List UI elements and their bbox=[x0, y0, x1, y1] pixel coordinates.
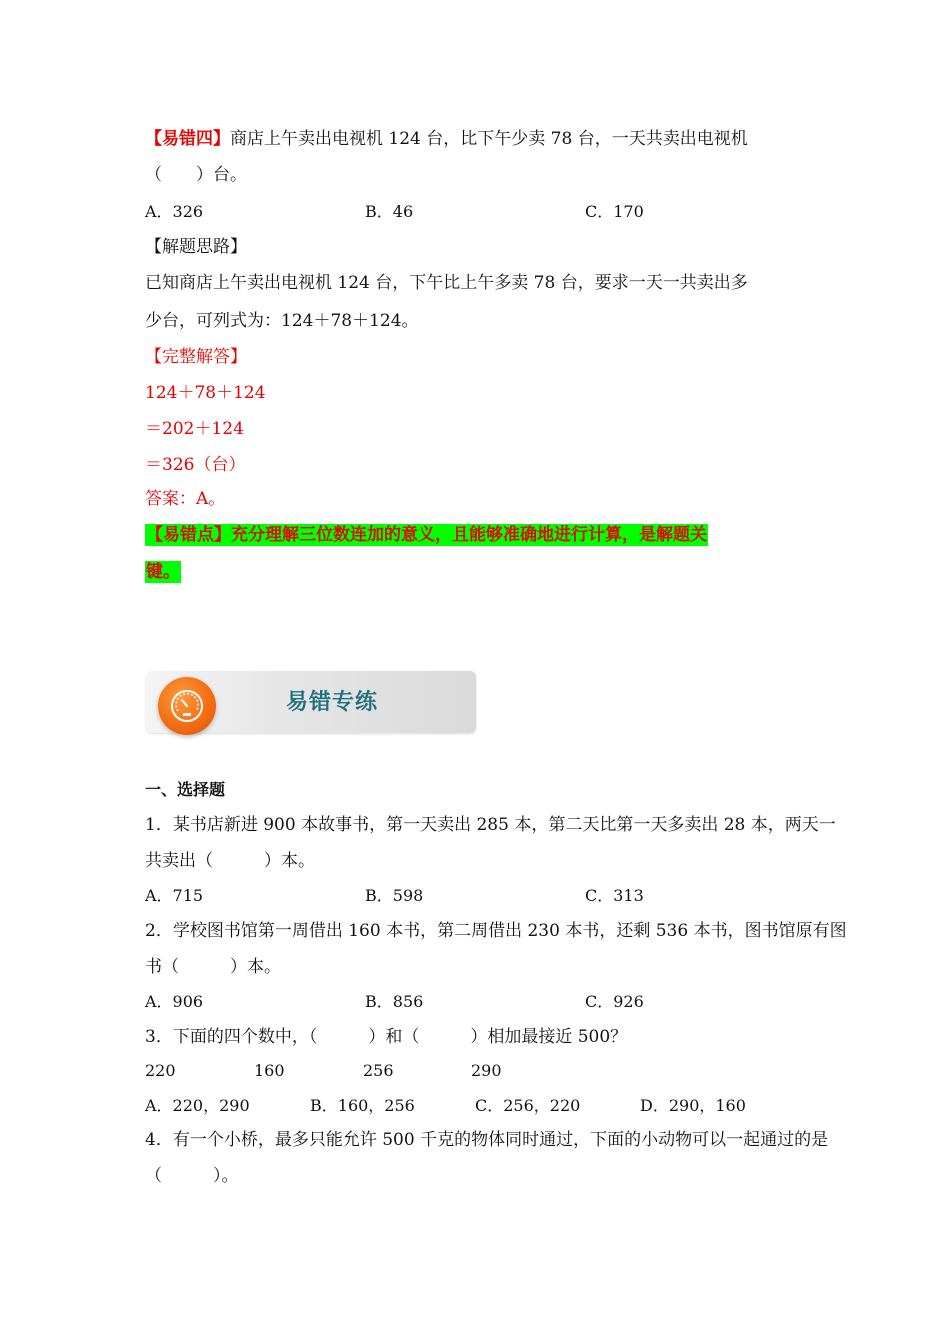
q3-option-d: D．290，160 bbox=[640, 1096, 746, 1115]
q3-number-1: 220 bbox=[145, 1061, 176, 1080]
q3-option-c: C．256，220 bbox=[475, 1096, 581, 1115]
q2-option-a: A．906 bbox=[145, 992, 204, 1011]
q3-option-b: B．160，256 bbox=[310, 1096, 415, 1115]
q2-option-b: B．856 bbox=[365, 992, 424, 1011]
solution-step-2: ＝202＋124 bbox=[145, 419, 244, 439]
q3-number-4: 290 bbox=[471, 1061, 502, 1080]
question-2-line2: 书（ ）本。 bbox=[145, 957, 281, 977]
option-a: A．326 bbox=[145, 202, 204, 221]
key-point-line1 bbox=[145, 524, 708, 546]
banner-title: 易错专练 bbox=[286, 690, 379, 715]
solution-heading: 【完整解答】 bbox=[145, 347, 247, 367]
question-4-line1: 4．有一个小桥，最多只能允许 500 千克的物体同时通过，下面的小动物可以一起通过的是 bbox=[145, 1130, 829, 1150]
section-banner bbox=[146, 671, 476, 733]
q1-option-c: C．313 bbox=[585, 886, 644, 905]
solution-step-1: 124＋78＋124 bbox=[145, 383, 266, 403]
problem-stem-line2: （ ）台。 bbox=[145, 165, 247, 185]
key-point-line2 bbox=[145, 561, 181, 583]
question-4-line2: （ ）。 bbox=[145, 1166, 239, 1186]
question-2-line1: 2．学校图书馆第一周借出 160 本书，第二周借出 230 本书，还剩 536 本书，图书馆原有图 bbox=[145, 921, 847, 941]
solution-step-3: ＝326（台） bbox=[145, 455, 246, 475]
analysis-heading: 【解题思路】 bbox=[145, 237, 247, 257]
analysis-line1: 已知商店上午卖出电视机 124 台，下午比上午多卖 78 台，要求一天一共卖出多 bbox=[145, 273, 748, 293]
key-point-text-1: 【易错点】充分理解三位数连加的意义，且能够准确地进行计算，是解题关 bbox=[146, 525, 707, 545]
question-1-line2: 共卖出（ ）本。 bbox=[145, 851, 315, 871]
option-c: C．170 bbox=[585, 202, 644, 221]
question-3-line1: 3．下面的四个数中，（ ）和（ ）相加最接近 500？ bbox=[145, 1027, 628, 1047]
q3-option-a: A．220，290 bbox=[145, 1096, 250, 1115]
q1-option-b: B．598 bbox=[365, 886, 424, 905]
q3-number-3: 256 bbox=[363, 1061, 394, 1080]
analysis-line2: 少台，可列式为：124＋78＋124。 bbox=[145, 311, 419, 331]
problem-stem-line1 bbox=[145, 128, 748, 150]
problem-stem-text: 商店上午卖出电视机 124 台，比下午少卖 78 台，一天共卖出电视机 bbox=[230, 129, 748, 149]
q2-option-c: C．926 bbox=[585, 992, 644, 1011]
solution-answer: 答案：A。 bbox=[145, 489, 226, 509]
key-point-text-2: 键。 bbox=[146, 562, 180, 582]
section-title: 一、选择题 bbox=[145, 780, 226, 799]
q1-option-a: A．715 bbox=[145, 886, 204, 905]
problem-tag: 【易错四】 bbox=[145, 129, 230, 149]
option-b: B．46 bbox=[365, 202, 414, 221]
question-1-line1: 1．某书店新进 900 本故事书，第一天卖出 285 本，第二天比第一天多卖出 28 本，两天一 bbox=[145, 815, 836, 835]
speedometer-icon bbox=[158, 677, 216, 735]
q3-number-2: 160 bbox=[254, 1061, 285, 1080]
